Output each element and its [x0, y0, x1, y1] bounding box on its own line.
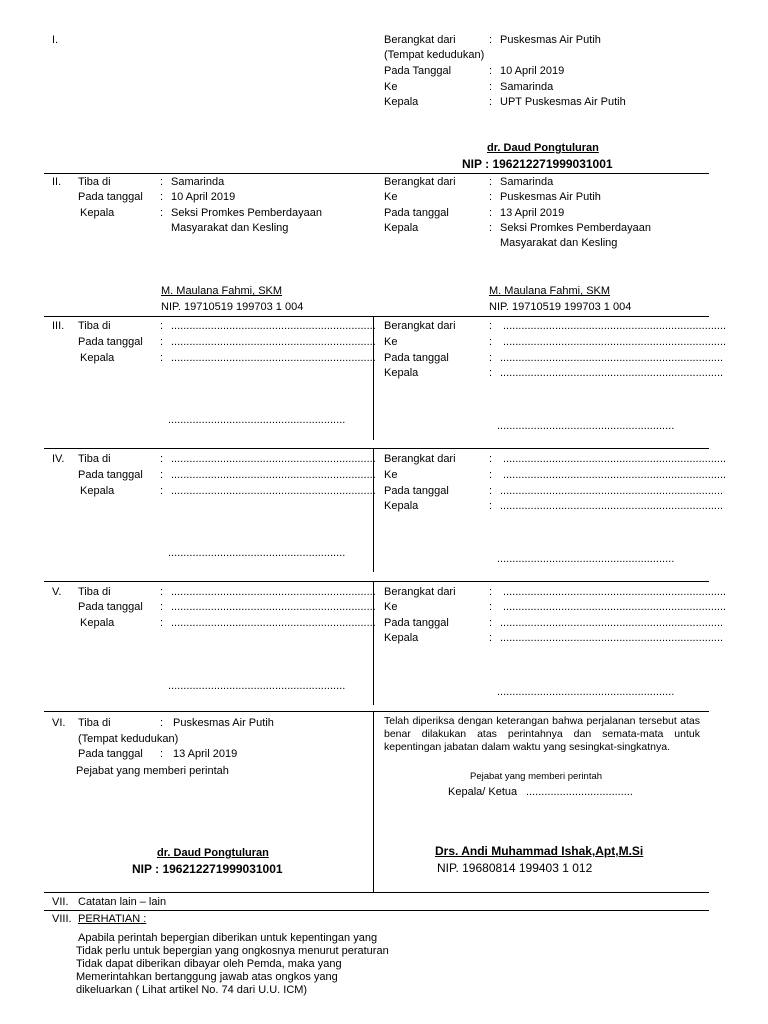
label-pada-tanggal: Pada tanggal	[384, 352, 449, 364]
label-kepala: Kepala	[80, 352, 115, 364]
perhatian-line: Tidak dapat diberikan dibayar oleh Pemda, maka yang	[76, 958, 342, 970]
label-pada-tanggal: Pada tanggal	[78, 748, 143, 760]
colon: :	[160, 717, 164, 729]
label-kepala: Kepala	[384, 96, 419, 108]
colon: :	[489, 601, 493, 613]
label-pada-tanggal: Pada tanggal	[78, 336, 143, 348]
section-number: V.	[52, 586, 62, 598]
label-kepala: Kepala	[80, 485, 115, 497]
fill-line: .........................................................................	[503, 469, 727, 481]
colon: :	[489, 632, 493, 644]
colon: :	[489, 500, 493, 512]
value-kepala-line1: Seksi Promkes Pemberdayaan	[171, 207, 323, 219]
section-number: III.	[52, 320, 65, 332]
label-tiba-di: Tiba di	[78, 586, 111, 598]
label-ke: Ke	[384, 601, 398, 613]
signatory-nip-right: NIP. 19710519 199703 1 004	[489, 301, 632, 313]
fill-line: ...................................................................	[171, 485, 376, 497]
label-tiba-di: Tiba di	[78, 453, 111, 465]
label-tempat-kedudukan: (Tempat kedudukan)	[78, 733, 179, 745]
signature-line-left: ..........................................................	[168, 414, 346, 426]
colon: :	[489, 81, 493, 93]
colon: :	[489, 469, 493, 481]
pejabat-label-right: Pejabat yang memberi perintah	[470, 771, 603, 782]
fill-line: ...................................................................	[171, 336, 376, 348]
label-pada-tanggal: Pada tanggal	[78, 601, 143, 613]
section-number: VII.	[52, 896, 69, 908]
signatory-name: dr. Daud Pongtuluran	[487, 142, 599, 154]
fill-line: .........................................................................	[503, 601, 727, 613]
fill-line: .........................................................................	[503, 453, 727, 465]
signatory-nip-left: NIP. 19710519 199703 1 004	[161, 301, 304, 313]
colon: :	[160, 320, 164, 332]
label-ke: Ke	[384, 81, 398, 93]
divider	[44, 711, 709, 712]
colon: :	[160, 617, 164, 629]
fill-line: .........................................................................	[500, 500, 724, 512]
pejabat-label: Pejabat yang memberi perintah	[76, 765, 229, 777]
value-tiba-di: Puskesmas Air Putih	[173, 717, 274, 729]
value-ke: Samarinda	[500, 81, 554, 93]
signatory-name-left: M. Maulana Fahmi, SKM	[161, 285, 283, 297]
label-kepala: Kepala	[384, 500, 419, 512]
colon: :	[489, 336, 493, 348]
colon: :	[160, 586, 164, 598]
column-divider	[373, 581, 374, 705]
fill-line: .........................................................................	[500, 367, 724, 379]
value-kepala-line2: Masyarakat dan Kesling	[171, 222, 289, 234]
divider	[44, 448, 709, 449]
perhatian-line: dikeluarkan ( Lihat artikel No. 74 dari U.U. ICM)	[76, 984, 308, 996]
label-ke: Ke	[384, 469, 398, 481]
fill-line: .........................................................................	[500, 632, 724, 644]
label-pada-tanggal: Pada tanggal	[78, 469, 143, 481]
divider	[44, 910, 709, 911]
colon: :	[160, 191, 164, 203]
colon: :	[160, 601, 164, 613]
divider	[44, 173, 709, 174]
colon: :	[160, 207, 164, 219]
label-tiba-di: Tiba di	[78, 717, 111, 729]
value-kepala-line2: Masyarakat dan Kesling	[500, 237, 618, 249]
signatory-name-right: Drs. Andi Muhammad Ishak,Apt,M.Si	[435, 844, 644, 858]
fill-line: ...................................................................	[171, 469, 376, 481]
column-divider	[373, 711, 374, 892]
label-pada-tanggal: Pada tanggal	[384, 617, 449, 629]
colon: :	[489, 222, 493, 234]
section-number: II.	[52, 176, 62, 188]
value-berangkat-dari: Puskesmas Air Putih	[500, 34, 601, 46]
fill-line: ...................................................................	[171, 453, 376, 465]
label-ke: Ke	[384, 336, 398, 348]
perhatian-line: Tidak perlu untuk bepergian yang ongkosnya menurut peraturan	[76, 945, 389, 957]
label-pada-tanggal: Pada Tanggal	[384, 65, 452, 77]
signature-line-right: ..........................................................	[497, 420, 675, 432]
colon: :	[489, 453, 493, 465]
section-number: VIII.	[52, 913, 72, 925]
verification-note: Telah diperiksa dengan keterangan bahwa perjalanan tersebut atas benar dilakukan atas perintahnya dan semata-mata untuk kepentingan jabatan dalam waktu yang sesingkat-singkatnya.	[384, 715, 700, 753]
colon: :	[160, 485, 164, 497]
colon: :	[489, 191, 493, 203]
perhatian-line: Apabila perintah bepergian diberikan untuk kepentingan yang	[78, 932, 378, 944]
divider	[44, 892, 709, 893]
colon: :	[489, 96, 493, 108]
signatory-nip: NIP : 196212271999031001	[462, 157, 613, 171]
signatory-name-left: dr. Daud Pongtuluran	[157, 847, 269, 859]
value-pada-tanggal: 13 April 2019	[173, 748, 238, 760]
signature-line-left: ..........................................................	[168, 547, 346, 559]
label-berangkat-dari: Berangkat dari	[384, 453, 456, 465]
label-ke: Ke	[384, 191, 398, 203]
colon: :	[489, 207, 493, 219]
section-number: I.	[52, 34, 59, 46]
section-number: VI.	[52, 717, 66, 729]
label-kepala: Kepala	[384, 632, 419, 644]
signatory-name-right: M. Maulana Fahmi, SKM	[489, 285, 611, 297]
label-berangkat-dari: Berangkat dari	[384, 320, 456, 332]
fill-line: .........................................................................	[503, 336, 727, 348]
fill-line: .........................................................................	[500, 617, 724, 629]
column-divider	[373, 316, 374, 440]
value-pada-tanggal: 13 April 2019	[500, 207, 565, 219]
colon: :	[160, 336, 164, 348]
value-berangkat-dari: Samarinda	[500, 176, 554, 188]
colon: :	[489, 352, 493, 364]
signature-line-right: ..........................................................	[497, 686, 675, 698]
fill-line: ...................................................................	[171, 601, 376, 613]
signature-line-left: ..........................................................	[168, 680, 346, 692]
label-tiba-di: Tiba di	[78, 320, 111, 332]
label-pada-tanggal: Pada tanggal	[384, 207, 449, 219]
divider	[44, 581, 709, 582]
value-pada-tanggal: 10 April 2019	[171, 191, 236, 203]
colon: :	[160, 469, 164, 481]
label-berangkat-dari: Berangkat dari	[384, 176, 456, 188]
colon: :	[489, 485, 493, 497]
value-ke: Puskesmas Air Putih	[500, 191, 601, 203]
colon: :	[489, 586, 493, 598]
kepala-ketua-label: Kepala/ Ketua	[448, 786, 518, 798]
label-kepala: Kepala	[384, 222, 419, 234]
colon: :	[489, 320, 493, 332]
fill-line: .........................................................................	[503, 320, 727, 332]
fill-line: ...................................................................	[171, 586, 376, 598]
label-berangkat-dari: Berangkat dari	[384, 34, 456, 46]
fill-line: .........................................................................	[500, 352, 724, 364]
label-kepala: Kepala	[384, 367, 419, 379]
label-kepala: Kepala	[80, 617, 115, 629]
colon: :	[489, 34, 493, 46]
value-kepala-line1: Seksi Promkes Pemberdayaan	[500, 222, 652, 234]
value-pada-tanggal: 10 April 2019	[500, 65, 565, 77]
colon: :	[489, 65, 493, 77]
signatory-nip-left: NIP : 196212271999031001	[132, 862, 283, 876]
divider	[44, 316, 709, 317]
value-kepala: UPT Puskesmas Air Putih	[500, 96, 626, 108]
fill-line: .........................................................................	[500, 485, 724, 497]
colon: :	[489, 617, 493, 629]
fill-line: ...................................	[526, 786, 633, 798]
fill-line: ...................................................................	[171, 320, 376, 332]
column-divider	[373, 448, 374, 572]
fill-line: ...................................................................	[171, 352, 376, 364]
colon: :	[160, 748, 164, 760]
value-tiba-di: Samarinda	[171, 176, 225, 188]
colon: :	[160, 176, 164, 188]
colon: :	[489, 367, 493, 379]
signature-line-right: ..........................................................	[497, 553, 675, 565]
perhatian-label: PERHATIAN :	[78, 913, 147, 925]
fill-line: ...................................................................	[171, 617, 376, 629]
label-pada-tanggal: Pada tanggal	[384, 485, 449, 497]
perhatian-line: Memerintahkan bertanggung jawab atas ongkos yang	[76, 971, 338, 983]
label-tiba-di: Tiba di	[78, 176, 111, 188]
colon: :	[160, 352, 164, 364]
label-pada-tanggal: Pada tanggal	[78, 191, 143, 203]
label-berangkat-dari: Berangkat dari	[384, 586, 456, 598]
colon: :	[489, 176, 493, 188]
section-number: IV.	[52, 453, 65, 465]
label-tempat-kedudukan: (Tempat kedudukan)	[384, 49, 485, 61]
signatory-nip-right: NIP. 19680814 199403 1 012	[437, 861, 593, 875]
catatan-label: Catatan lain – lain	[78, 896, 167, 908]
colon: :	[160, 453, 164, 465]
fill-line: .........................................................................	[503, 586, 727, 598]
label-kepala: Kepala	[80, 207, 115, 219]
